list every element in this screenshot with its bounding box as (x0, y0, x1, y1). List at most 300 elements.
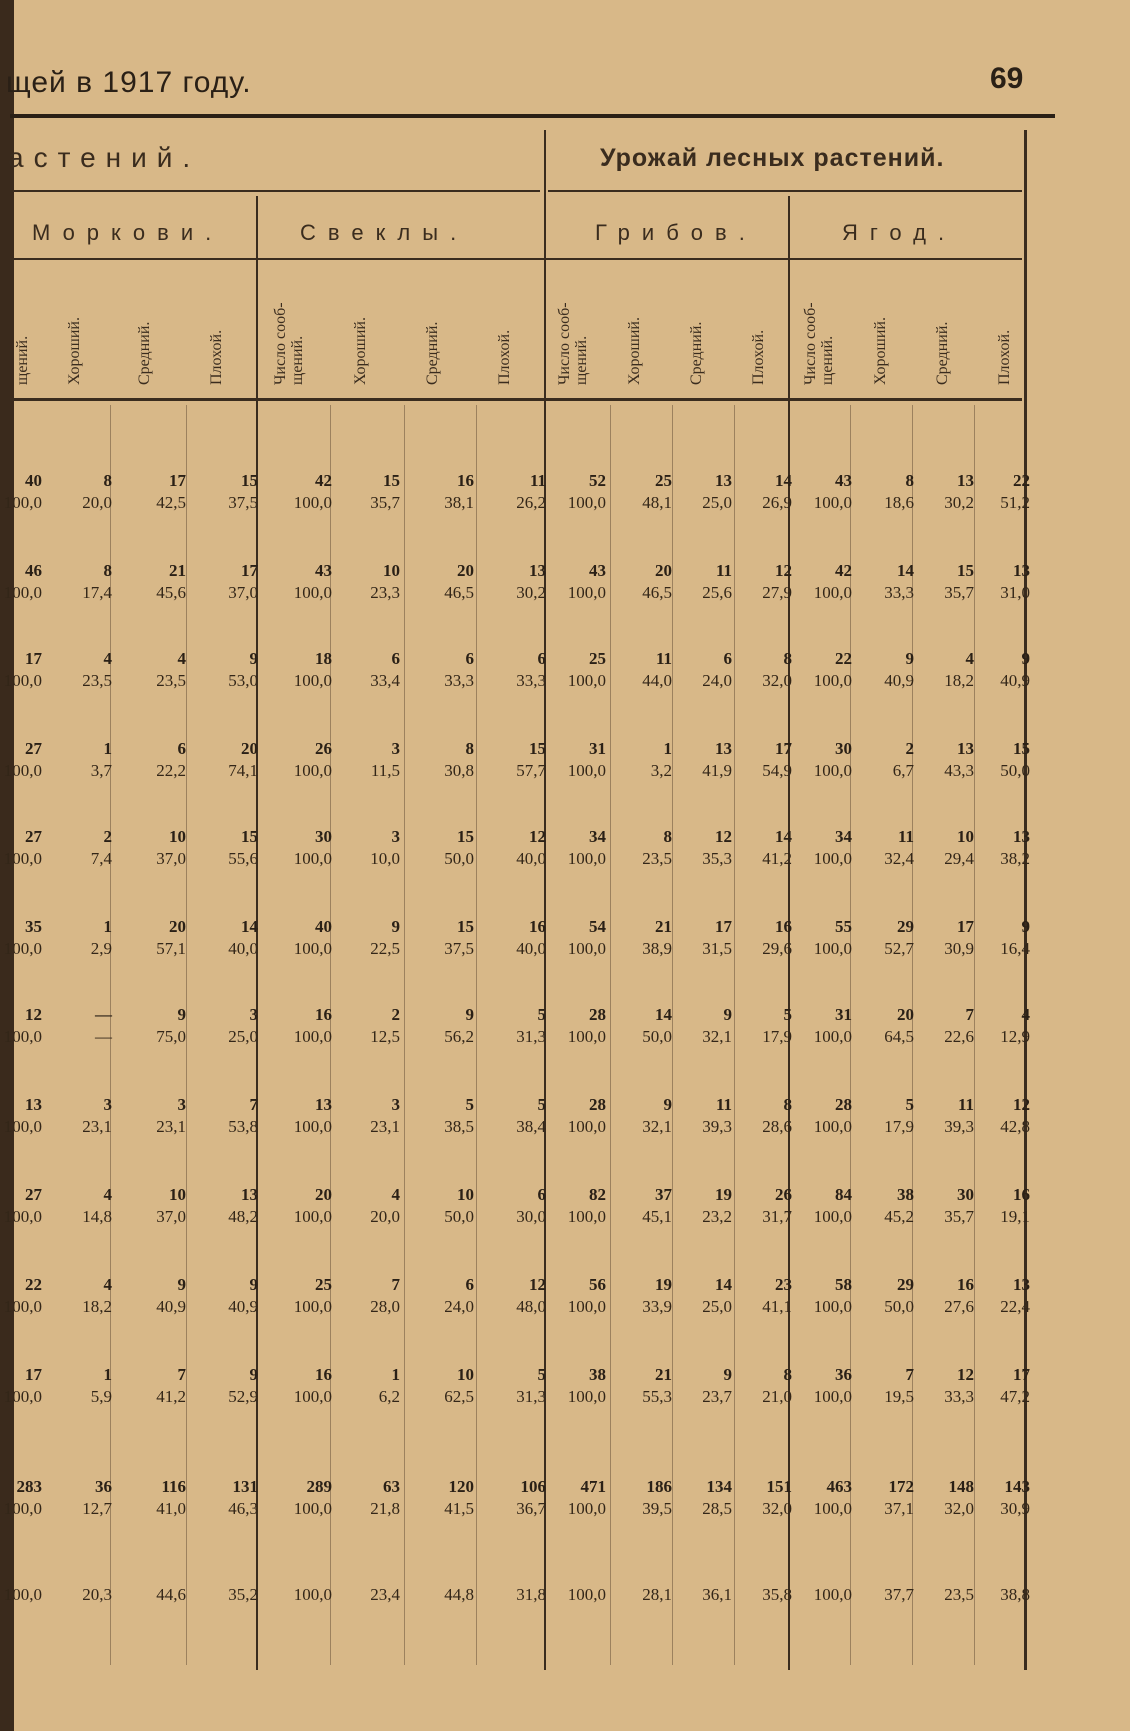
cell-count: 22 (1013, 471, 1030, 490)
cell-percent: 100,0 (3, 939, 42, 958)
table-cell (960, 916, 1030, 960)
cell-percent: 38,5 (444, 1117, 474, 1136)
cell-count: 5 (783, 1005, 792, 1024)
cell-count: 9 (1021, 649, 1030, 668)
column-rule (186, 405, 187, 1665)
cell-percent: 33,3 (944, 1387, 974, 1406)
cell-percent: 35,7 (944, 1207, 974, 1226)
table-cell (42, 470, 112, 514)
cell-percent: 37,7 (884, 1585, 914, 1604)
cell-percent: 32,1 (702, 1027, 732, 1046)
table-cell (42, 738, 112, 782)
cell-percent: 22,5 (370, 939, 400, 958)
col-header-good-2: Хороший. (352, 317, 369, 385)
col-header-medium-4: Средний. (934, 321, 951, 385)
group-header-berries: Ягод. (842, 220, 957, 245)
cell-percent: 30,9 (1000, 1499, 1030, 1518)
table-cell (536, 470, 606, 514)
cell-percent: — (95, 1027, 112, 1046)
cell-count: 4 (103, 1275, 112, 1294)
table-cell (0, 1004, 42, 1048)
cell-percent: 40,9 (1000, 671, 1030, 690)
cell-count: 11 (715, 1095, 732, 1114)
cell-percent: 25,0 (702, 493, 732, 512)
cell-count: 9 (663, 1095, 672, 1114)
cell-percent: 48,2 (228, 1207, 258, 1226)
cell-count: 9 (1021, 917, 1030, 936)
cell-percent: 37,0 (156, 849, 186, 868)
cell-percent: 56,2 (444, 1027, 474, 1046)
cell-percent: 21,0 (762, 1387, 792, 1406)
cell-percent: 53,0 (228, 671, 258, 690)
cell-percent: 46,5 (642, 583, 672, 602)
cell-count: 1 (391, 1365, 400, 1384)
cell-percent: 44,8 (444, 1585, 474, 1604)
cell-percent: 100,0 (293, 1585, 332, 1604)
cell-count: 23 (775, 1275, 792, 1294)
table-cell (536, 1004, 606, 1048)
cell-count: 6 (177, 739, 186, 758)
cell-percent: 100,0 (567, 493, 606, 512)
rule-section-divider (544, 130, 546, 1670)
cell-percent: 100,0 (567, 761, 606, 780)
cell-percent: 100,0 (293, 939, 332, 958)
cell-percent: 39,5 (642, 1499, 672, 1518)
cell-count: 1 (663, 739, 672, 758)
cell-count: 13 (957, 471, 974, 490)
cell-count: 15 (529, 739, 546, 758)
cell-count: 7 (965, 1005, 974, 1024)
cell-count: 17 (169, 471, 186, 490)
cell-count: 31 (589, 739, 606, 758)
table-cell (42, 1184, 112, 1228)
cell-count: 40 (25, 471, 42, 490)
col-header-good-1: Хороший. (66, 317, 83, 385)
cell-count: 27 (25, 1185, 42, 1204)
cell-count: 9 (905, 649, 914, 668)
cell-percent: 33,3 (516, 671, 546, 690)
cell-count: 13 (529, 561, 546, 580)
cell-count: 172 (888, 1477, 914, 1496)
cell-count: 9 (249, 649, 258, 668)
cell-percent: 48,0 (516, 1297, 546, 1316)
cell-count: 12 (775, 561, 792, 580)
col-header-good-4: Хороший. (872, 317, 889, 385)
cell-count: 134 (706, 1477, 732, 1496)
cell-percent: 100,0 (567, 1499, 606, 1518)
cell-percent: 42,8 (1000, 1117, 1030, 1136)
cell-percent: 46,3 (228, 1499, 258, 1518)
cell-count: 56 (589, 1275, 606, 1294)
cell-count: 38 (897, 1185, 914, 1204)
cell-percent: 100,0 (813, 1499, 852, 1518)
cell-percent: 18,2 (944, 671, 974, 690)
section-header-right: Урожай лесных растений. (600, 144, 945, 172)
cell-count: 10 (957, 827, 974, 846)
cell-percent: 100,0 (3, 1499, 42, 1518)
cell-count: 13 (25, 1095, 42, 1114)
cell-percent: 45,2 (884, 1207, 914, 1226)
cell-count: 11 (957, 1095, 974, 1114)
cell-count: 8 (783, 1095, 792, 1114)
cell-count: 16 (529, 917, 546, 936)
cell-percent: 23,5 (642, 849, 672, 868)
cell-count: 25 (315, 1275, 332, 1294)
cell-percent: 6,2 (378, 1387, 400, 1406)
table-cell (42, 916, 112, 960)
cell-percent: 100,0 (3, 493, 42, 512)
cell-count: 11 (529, 471, 546, 490)
cell-percent: 100,0 (567, 1387, 606, 1406)
table-cell (536, 1476, 606, 1520)
table-cell (960, 1584, 1030, 1606)
cell-percent: 50,0 (642, 1027, 672, 1046)
cell-percent: 31,8 (516, 1585, 546, 1604)
cell-percent: 32,0 (944, 1499, 974, 1518)
table-cell (782, 1274, 852, 1318)
cell-percent: 36,7 (516, 1499, 546, 1518)
cell-count: 1 (103, 917, 112, 936)
table-cell (330, 826, 400, 870)
cell-percent: 100,0 (813, 583, 852, 602)
col-header-poor-3: Плохой. (750, 329, 767, 385)
cell-count: 20 (457, 561, 474, 580)
cell-count: 20 (169, 917, 186, 936)
cell-percent: 3,2 (650, 761, 672, 780)
cell-count: 4 (177, 649, 186, 668)
cell-count: 4 (391, 1185, 400, 1204)
cell-percent: 11,5 (370, 761, 400, 780)
cell-count: 12 (715, 827, 732, 846)
cell-count: 1 (103, 739, 112, 758)
cell-percent: 37,0 (228, 583, 258, 602)
cell-count: 17 (715, 917, 732, 936)
cell-percent: 30,9 (944, 939, 974, 958)
cell-count: 16 (1013, 1185, 1030, 1204)
table-cell (188, 1476, 258, 1520)
cell-percent: 32,4 (884, 849, 914, 868)
cell-percent: 6,7 (892, 761, 914, 780)
cell-count: 36 (835, 1365, 852, 1384)
cell-count: 16 (957, 1275, 974, 1294)
cell-count: 15 (957, 561, 974, 580)
cell-count: 54 (589, 917, 606, 936)
table-cell (782, 738, 852, 782)
cell-count: 11 (655, 649, 672, 668)
cell-count: 21 (655, 917, 672, 936)
cell-percent: 23,1 (156, 1117, 186, 1136)
table-cell (0, 470, 42, 514)
table-cell (0, 1584, 42, 1606)
cell-percent: 54,9 (762, 761, 792, 780)
cell-count: 46 (25, 561, 42, 580)
cell-percent: 44,0 (642, 671, 672, 690)
cell-percent: 52,9 (228, 1387, 258, 1406)
cell-count: 17 (25, 1365, 42, 1384)
cell-percent: 23,7 (702, 1387, 732, 1406)
table-cell (330, 1094, 400, 1138)
cell-percent: 18,2 (82, 1297, 112, 1316)
table-cell (404, 826, 474, 870)
cell-percent: 46,5 (444, 583, 474, 602)
section-header-left: астений. (8, 142, 201, 173)
cell-count: 471 (580, 1477, 606, 1496)
cell-percent: 33,3 (884, 583, 914, 602)
table-cell (330, 1584, 400, 1606)
table-cell (262, 470, 332, 514)
cell-percent: 62,5 (444, 1387, 474, 1406)
cell-count: 120 (448, 1477, 474, 1496)
cell-count: 10 (457, 1365, 474, 1384)
cell-percent: 35,7 (944, 583, 974, 602)
cell-percent: 23,3 (370, 583, 400, 602)
cell-percent: 100,0 (813, 1027, 852, 1046)
table-cell (262, 1584, 332, 1606)
cell-percent: 100,0 (293, 1499, 332, 1518)
cell-percent: 100,0 (3, 583, 42, 602)
cell-count: 143 (1004, 1477, 1030, 1496)
cell-percent: 41,2 (762, 849, 792, 868)
cell-count: 4 (103, 1185, 112, 1204)
table-cell (536, 1364, 606, 1408)
cell-count: 19 (715, 1185, 732, 1204)
cell-percent: 100,0 (3, 1027, 42, 1046)
cell-count: 7 (391, 1275, 400, 1294)
cell-percent: 21,8 (370, 1499, 400, 1518)
table-cell (42, 560, 112, 604)
cell-count: 10 (457, 1185, 474, 1204)
table-cell (404, 916, 474, 960)
cell-count: 16 (775, 917, 792, 936)
cell-count: 28 (835, 1095, 852, 1114)
cell-count: 82 (589, 1185, 606, 1204)
cell-percent: 12,7 (82, 1499, 112, 1518)
table-cell (404, 1584, 474, 1606)
cell-count: 14 (775, 471, 792, 490)
cell-percent: 10,0 (370, 849, 400, 868)
cell-count: 29 (897, 917, 914, 936)
cell-count: 19 (655, 1275, 672, 1294)
cell-count: 40 (315, 917, 332, 936)
table-cell (116, 1004, 186, 1048)
cell-count: 43 (835, 471, 852, 490)
cell-percent: 23,2 (702, 1207, 732, 1226)
cell-percent: 37,5 (228, 493, 258, 512)
cell-percent: 100,0 (3, 849, 42, 868)
cell-percent: 100,0 (293, 849, 332, 868)
cell-percent: 38,9 (642, 939, 672, 958)
cell-percent: 28,0 (370, 1297, 400, 1316)
table-cell (262, 560, 332, 604)
cell-count: 58 (835, 1275, 852, 1294)
cell-percent: 31,7 (762, 1207, 792, 1226)
cell-percent: 28,6 (762, 1117, 792, 1136)
cell-percent: 57,1 (156, 939, 186, 958)
cell-count: 6 (537, 649, 546, 668)
cell-count: 8 (465, 739, 474, 758)
cell-percent: 22,4 (1000, 1297, 1030, 1316)
cell-count: 2 (103, 827, 112, 846)
cell-percent: 20,0 (82, 493, 112, 512)
cell-percent: 25,6 (702, 583, 732, 602)
table-cell (960, 1184, 1030, 1228)
cell-percent: 31,3 (516, 1027, 546, 1046)
cell-count: 37 (655, 1185, 672, 1204)
table-cell (42, 1584, 112, 1606)
cell-count: 13 (1013, 1275, 1030, 1294)
table-cell (782, 1094, 852, 1138)
cell-percent: 100,0 (813, 1297, 852, 1316)
cell-count: 13 (1013, 561, 1030, 580)
table-cell (0, 648, 42, 692)
table-cell (262, 1004, 332, 1048)
cell-percent: 22,2 (156, 761, 186, 780)
table-cell (262, 826, 332, 870)
cell-count: 52 (589, 471, 606, 490)
table-cell (116, 1476, 186, 1520)
cell-percent: 37,5 (444, 939, 474, 958)
table-cell (116, 1184, 186, 1228)
table-cell (536, 1584, 606, 1606)
table-cell (116, 648, 186, 692)
cell-count: 26 (315, 739, 332, 758)
cell-count: 15 (383, 471, 400, 490)
cell-count: 21 (655, 1365, 672, 1384)
col-header-reports-4: Число сооб- щений. (802, 302, 836, 385)
cell-count: 10 (383, 561, 400, 580)
cell-count: 3 (177, 1095, 186, 1114)
table-cell (782, 916, 852, 960)
cell-count: 7 (249, 1095, 258, 1114)
table-cell (0, 560, 42, 604)
cell-percent: 23,1 (82, 1117, 112, 1136)
table-cell (536, 1274, 606, 1318)
group-header-beets: Свеклы. (300, 220, 469, 245)
table-cell (330, 1274, 400, 1318)
table-cell (330, 1004, 400, 1048)
col-header-poor-4: Плохой. (996, 329, 1013, 385)
cell-count: 20 (655, 561, 672, 580)
cell-percent: 57,7 (516, 761, 546, 780)
cell-count: 8 (103, 471, 112, 490)
cell-count: 283 (16, 1477, 42, 1496)
cell-count: 3 (391, 827, 400, 846)
cell-count: 6 (465, 1275, 474, 1294)
table-cell (116, 1364, 186, 1408)
col-header-poor-2: Плохой. (496, 329, 513, 385)
table-cell (404, 1094, 474, 1138)
table-cell (116, 470, 186, 514)
cell-count: 11 (715, 561, 732, 580)
cell-percent: 100,0 (813, 1207, 852, 1226)
col-header-reports-3: Число сооб- щений. (556, 302, 590, 385)
cell-percent: 100,0 (813, 849, 852, 868)
cell-count: 14 (775, 827, 792, 846)
table-cell (330, 560, 400, 604)
cell-count: 16 (315, 1005, 332, 1024)
cell-percent: 41,1 (762, 1297, 792, 1316)
cell-count: 16 (315, 1365, 332, 1384)
cell-percent: 32,0 (762, 1499, 792, 1518)
table-cell (536, 738, 606, 782)
col-header-medium-2: Средний. (424, 321, 441, 385)
cell-count: 84 (835, 1185, 852, 1204)
cell-count: 8 (905, 471, 914, 490)
cell-count: 9 (249, 1365, 258, 1384)
cell-percent: 40,0 (516, 849, 546, 868)
cell-percent: 33,4 (370, 671, 400, 690)
cell-count: 34 (589, 827, 606, 846)
group-header-carrots: Моркови. (32, 220, 224, 245)
cell-count: 12 (529, 1275, 546, 1294)
table-cell (404, 1476, 474, 1520)
cell-percent: 100,0 (293, 1297, 332, 1316)
cell-count: 20 (315, 1185, 332, 1204)
cell-percent: 48,1 (642, 493, 672, 512)
cell-count: 6 (391, 649, 400, 668)
cell-percent: 40,0 (516, 939, 546, 958)
cell-percent: 100,0 (567, 1027, 606, 1046)
cell-count: 36 (95, 1477, 112, 1496)
table-cell (404, 1274, 474, 1318)
cell-percent: 40,9 (156, 1297, 186, 1316)
cell-percent: 23,4 (370, 1585, 400, 1604)
table-cell (404, 470, 474, 514)
cell-percent: 55,3 (642, 1387, 672, 1406)
cell-count: 27 (25, 739, 42, 758)
col-header-good-3: Хороший. (626, 317, 643, 385)
table-cell (960, 1274, 1030, 1318)
table-cell (960, 1004, 1030, 1048)
cell-count: 29 (897, 1275, 914, 1294)
table-cell (0, 1274, 42, 1318)
table-cell (536, 648, 606, 692)
cell-count: 5 (537, 1005, 546, 1024)
table-cell (404, 1364, 474, 1408)
table-cell (42, 1094, 112, 1138)
cell-count: — (95, 1005, 112, 1024)
cell-percent: 41,9 (702, 761, 732, 780)
cell-percent: 31,3 (516, 1387, 546, 1406)
cell-percent: 50,0 (1000, 761, 1030, 780)
table-cell (330, 648, 400, 692)
cell-percent: 14,8 (82, 1207, 112, 1226)
cell-percent: 50,0 (884, 1297, 914, 1316)
cell-percent: 30,8 (444, 761, 474, 780)
table-cell (0, 1476, 42, 1520)
cell-count: 25 (655, 471, 672, 490)
table-cell (116, 826, 186, 870)
cell-count: 13 (241, 1185, 258, 1204)
cell-percent: 100,0 (567, 1297, 606, 1316)
table-cell (188, 1584, 258, 1606)
cell-percent: 100,0 (293, 761, 332, 780)
col-header-reports-2: Число сооб- щений. (272, 302, 306, 385)
cell-count: 15 (241, 471, 258, 490)
cell-percent: 100,0 (567, 1207, 606, 1226)
cell-count: 15 (457, 827, 474, 846)
cell-percent: 45,6 (156, 583, 186, 602)
table-cell (536, 916, 606, 960)
table-cell (188, 738, 258, 782)
cell-count: 28 (589, 1095, 606, 1114)
cell-count: 14 (241, 917, 258, 936)
table-cell (116, 1274, 186, 1318)
cell-count: 17 (775, 739, 792, 758)
cell-percent: 24,0 (702, 671, 732, 690)
cell-percent: 12,5 (370, 1027, 400, 1046)
cell-count: 6 (465, 649, 474, 668)
